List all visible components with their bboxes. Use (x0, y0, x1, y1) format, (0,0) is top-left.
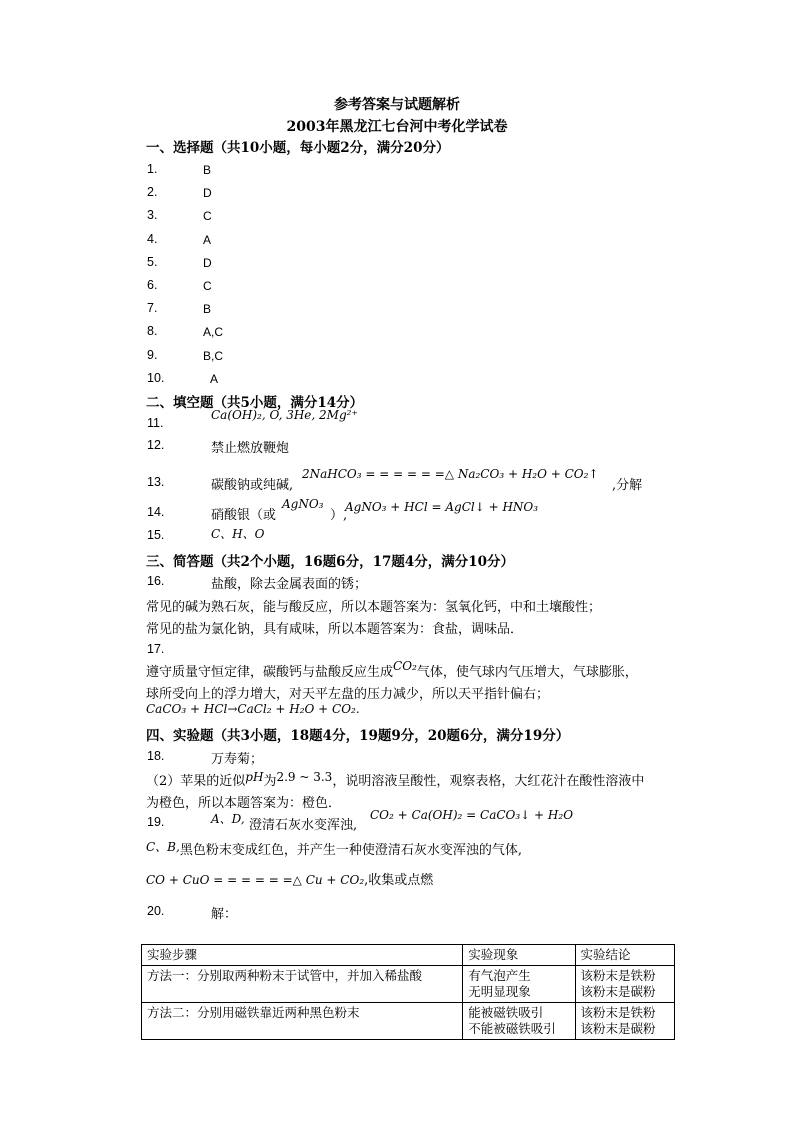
question-number: 12. (147, 438, 165, 452)
answer: D (203, 186, 212, 200)
question-number: 4. (147, 232, 158, 246)
explanation-line: 为橙色，所以本题答案为：橙色． (146, 796, 342, 811)
phenomenon-line: 有气泡产生 (468, 968, 531, 983)
explanation-line: 常见的碱为熟石灰，能与酸反应，所以本题答案为：氢氧化钙，中和土壤酸性； (146, 600, 602, 615)
question-number: 17. (147, 642, 165, 656)
chemical-formula: AgNO₃ (282, 497, 324, 511)
page-title: 参考答案与试题解析 (334, 97, 460, 113)
section-heading-experiment: 四、实验题（共3小题，18题4分，19题9分，20题6分，满分19分） (146, 728, 570, 744)
question-number: 9. (147, 348, 158, 362)
answer: 盐酸，除去金属表面的锈； (211, 577, 368, 592)
question-number: 6. (147, 278, 158, 292)
question-number: 8. (147, 324, 158, 338)
explanation-text: 为 (263, 774, 277, 789)
explanation-line (146, 661, 638, 680)
ph-symbol: pH (245, 770, 264, 784)
answer: A,C (203, 325, 224, 339)
answer-text: ,分解 (612, 478, 643, 493)
ph-range: 2.9 ~ 3.3 (276, 770, 333, 784)
answer: C (203, 209, 212, 223)
answer: 解： (211, 907, 238, 922)
answer-text: 澄清石灰水变浑浊, (249, 818, 358, 833)
section-heading-short: 三、简答题（共2个小题，16题6分，17题4分，满分10分） (146, 554, 515, 570)
explanation-line: 常见的盐为氯化钠，具有咸味，所以本题答案为：食盐，调味品． (146, 622, 524, 637)
answer-formula: Ca(OH)₂, O, 3He, 2Mg²⁺ (211, 408, 358, 422)
answer-formula: C、H、O (211, 527, 265, 541)
phenomenon-line: 能被磁铁吸引 (468, 1005, 544, 1020)
question-number: 13. (147, 475, 165, 489)
column-header-phenomenon: 实验现象 (463, 945, 575, 966)
table-cell-step: 方法一：分别取两种粉末于试管中，并加入稀盐酸 (142, 966, 463, 1003)
answer-text: ）, (330, 508, 348, 523)
question-number: 16. (147, 574, 165, 588)
question-number: 20. (147, 904, 165, 918)
answer: B (203, 163, 212, 177)
answer: 万寿菊； (211, 752, 264, 767)
question-number: 19. (147, 815, 165, 829)
chemical-equation: 2NaHCO₃ = = = = = =△ Na₂CO₃ + H₂O + CO₂↑ (302, 467, 599, 481)
question-number: 1. (147, 162, 158, 176)
conclusion-line: 该粉末是铁粉 (580, 968, 656, 983)
conclusion-line: 该粉末是碳粉 (580, 1021, 656, 1036)
answer: B,C (203, 349, 224, 363)
answer: A (203, 233, 212, 247)
answer: C (203, 279, 212, 293)
explanation-text: ，说明溶液呈酸性，观察表格，大红花汁在酸性溶液中 (332, 774, 645, 789)
question-number: 14. (147, 505, 165, 519)
phenomenon-line: 不能被磁铁吸引 (468, 1021, 556, 1036)
explanation-line (146, 839, 522, 858)
conclusion-line: 该粉末是铁粉 (580, 1005, 656, 1020)
explanation-text: 遵守质量守恒定律，碳酸钙与盐酸反应生成 (146, 665, 394, 680)
question-number: 3. (147, 208, 158, 222)
section-heading-choice: 一、选择题（共10小题，每小题2分，满分20分） (146, 140, 450, 156)
chemical-equation: CO + CuO = = = = = =△ Cu + CO₂ (146, 873, 365, 887)
explanation-line (146, 869, 433, 888)
chemical-equation: CO₂ + Ca(OH)₂ = CaCO₃↓ + H₂O (370, 808, 574, 822)
answer-text: 硝酸银（或 (211, 508, 277, 523)
answer-letters: C、B, (146, 840, 180, 854)
answer-text: 碳酸钠或纯碱, (211, 478, 294, 493)
chemical-formula: CO₂ (393, 659, 417, 673)
explanation-text: （2）苹果的近似 (146, 774, 246, 789)
column-header-step: 实验步骤 (142, 945, 463, 966)
question-number: 10. (147, 371, 165, 385)
answer: D (203, 256, 212, 270)
explanation-line (146, 770, 644, 789)
experiment-table (141, 944, 675, 1040)
table-row (142, 1003, 675, 1040)
column-header-conclusion: 实验结论 (575, 945, 675, 966)
chemical-equation: CaCO₃ + HCl→CaCl₂ + H₂O + CO₂. (146, 702, 360, 716)
conclusion-line: 该粉末是碳粉 (580, 984, 656, 999)
answer: B (203, 302, 212, 316)
table-header-row (142, 945, 675, 966)
explanation-text: 黑色粉末变成红色，并产生一种使澄清石灰水变浑浊的气体, (179, 843, 522, 858)
table-cell-conclusion (575, 1003, 675, 1040)
question-number: 18. (147, 749, 165, 763)
table-row (142, 966, 675, 1003)
exam-title: 2003年黑龙江七台河中考化学试卷 (286, 119, 508, 135)
explanation-text: 气体，使气球内气压增大，气球膨胀， (416, 665, 638, 680)
question-number: 11. (147, 416, 164, 430)
answer: 禁止燃放鞭炮 (211, 441, 290, 456)
table-cell-step: 方法二：分别用磁铁靠近两种黑色粉末 (142, 1003, 463, 1040)
phenomenon-line: 无明显现象 (468, 984, 531, 999)
chemical-equation: AgNO₃ + HCl = AgCl↓ + HNO₃ (345, 500, 539, 514)
table-cell-phenomenon (463, 1003, 575, 1040)
table-cell-conclusion (575, 966, 675, 1003)
explanation-line: 球所受向上的浮力增大，对天平左盘的压力减少，所以天平指针偏右； (146, 687, 550, 702)
section-heading-fill: 二、填空题（共5小题，满分14分） (146, 395, 364, 411)
question-number: 7. (147, 301, 158, 315)
question-number: 15. (147, 528, 165, 542)
question-number: 5. (147, 255, 158, 269)
answer-letters: A、D, (211, 812, 245, 826)
table-cell-phenomenon (463, 966, 575, 1003)
explanation-text: ,收集或点燃 (364, 873, 434, 888)
question-number: 2. (147, 185, 158, 199)
answer: A (210, 372, 219, 386)
